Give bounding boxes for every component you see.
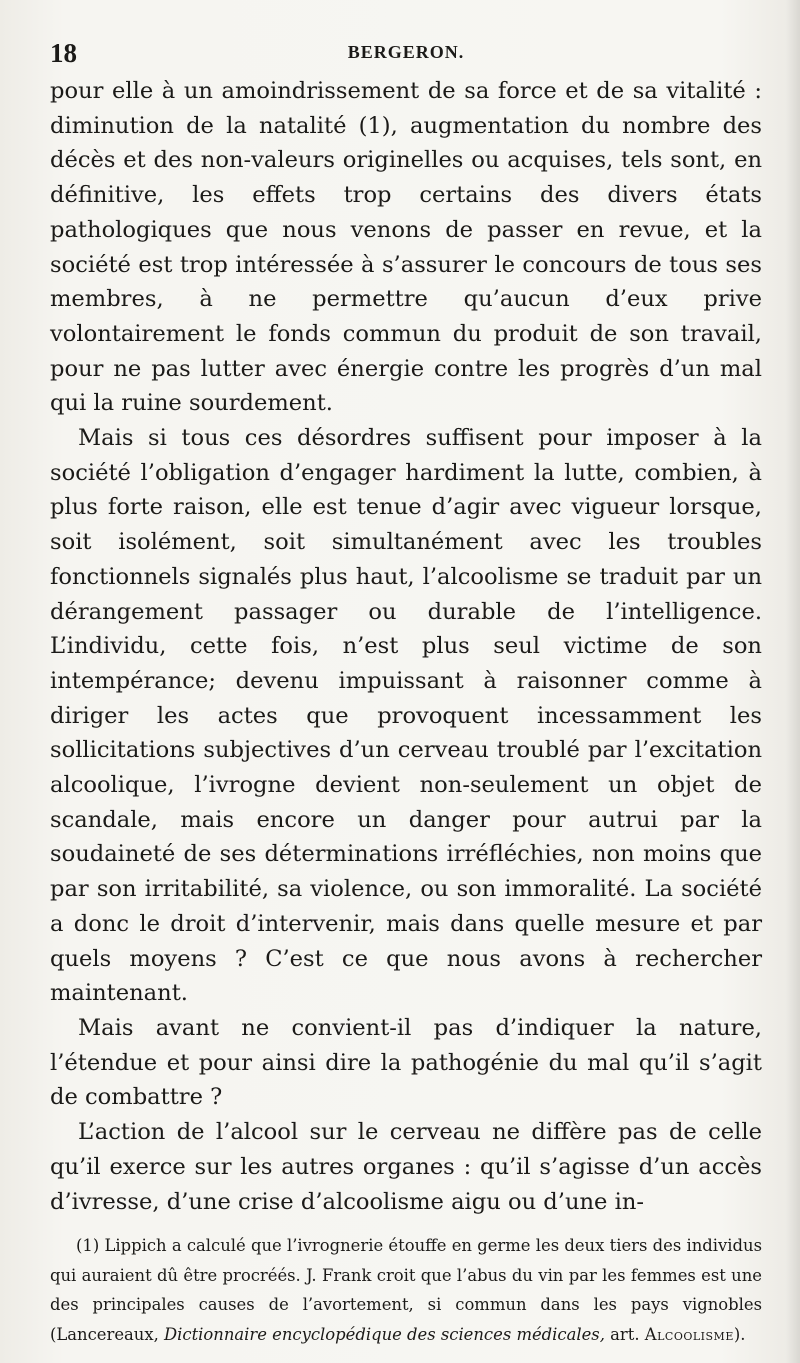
footnote-1 <box>50 1231 762 1349</box>
footnote-closing: ). <box>733 1324 746 1344</box>
paragraph-4: L’action de l’alcool sur le cerveau ne diffère pas de celle qu’il exerce sur les autres organes : qu’il s’agisse d’un accès d’ivresse, d’une crise d’alcoolisme aigu ou d’une in- <box>50 1119 762 1215</box>
running-head-title: BERGERON. <box>347 42 465 62</box>
main-text <box>50 74 762 1219</box>
footnote-smallcaps-reference: Alcoolisme <box>644 1324 734 1344</box>
paragraph-1: pour elle à un amoindrissement de sa force et de sa vitalité : diminution de la natalité (1), augmentation du nombre des décès et des non-valeurs originelles ou acquises, tels sont, en définitive, les effets trop certains des divers états pathologiques que nous venons de passer en revue, et la société est trop intéressée à s’assurer le concours de tous ses membres, à ne permettre qu’aucun d’eux prive volontairement le fonds commun du produit de son travail, pour ne pas lutter avec énergie contre les progrès d’un mal qui la ruine sourdement. <box>50 78 762 417</box>
footnote-marker: (1) <box>76 1236 100 1256</box>
paragraph-2: Mais si tous ces désordres suffisent pour imposer à la société l’obligation d’engager hardiment la lutte, combien, à plus forte raison, elle est tenue d’agir avec vigueur lorsque, soit isolément, soit simultanément avec les troubles fonctionnels signalés plus haut, l’alcoolisme se traduit par un dérangement passager ou durable de l’intelligence. L’individu, cette fois, n’est plus seul victime de son intempérance; devenu impuissant à raisonner comme à diriger les actes que provoquent incessamment les sollicitations subjectives d’un cerveau troublé par l’excitation alcoolique, l’ivrogne devient non-seulement un objet de scandale, mais encore un danger pour autrui par la soudaineté de ses déterminations irréfléchies, non moins que par son irritabilité, sa violence, ou son immoralité. La société a donc le droit d’intervenir, mais dans quelle mesure et par quels moyens ? C’est ce que nous avons à rechercher maintenant. <box>50 425 762 1007</box>
footnotes <box>50 1231 762 1349</box>
page-number: 18 <box>50 38 77 68</box>
footnote-italic-reference: Dictionnaire encyclopédique des sciences médicales, <box>164 1324 605 1344</box>
paragraph-3: Mais avant ne convient-il pas d’indiquer la nature, l’étendue et pour ainsi dire la pathogénie du mal qu’il s’agit de combattre ? <box>50 1014 762 1111</box>
running-head <box>50 30 762 74</box>
footnote-text-part1: Lippich a calculé que l’ivrognerie étouffe en germe les deux tiers des individus qui auraient dû être procréés. J. Frank croit que l’abus du vin par les femmes est une des principales causes de l’avortement, si commun dans les pays vignobles (Lancereaux, <box>50 1236 762 1344</box>
footnote-text-part2: art. <box>610 1324 640 1344</box>
page-edge-shadow <box>786 0 800 1363</box>
